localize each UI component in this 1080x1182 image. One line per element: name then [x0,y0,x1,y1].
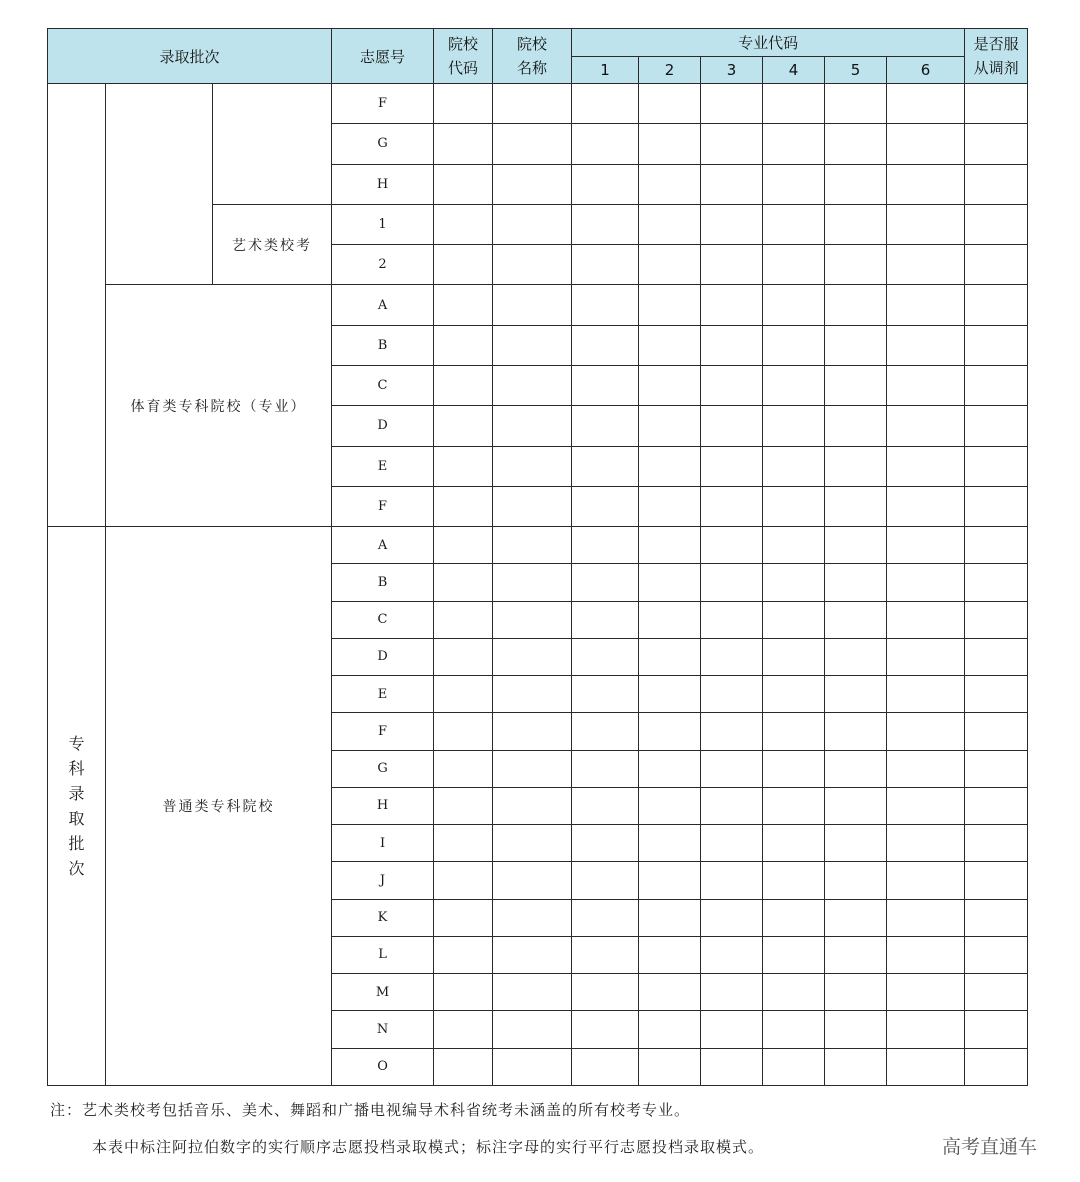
major-code-input-1[interactable] [572,527,639,564]
school-code-input[interactable] [434,285,493,325]
major-code-input-6[interactable] [887,787,965,824]
major-code-input-6[interactable] [887,285,965,325]
school-code-input[interactable] [434,164,493,204]
major-code-input-5[interactable] [825,406,887,446]
wish-number: E [332,446,434,486]
major-code-input-1[interactable] [572,204,639,244]
form-body [48,84,1028,1086]
header-wish-no: 志愿号 [332,29,434,84]
major-code-input-2[interactable] [639,787,701,824]
vocational-batch-char: 取 [68,809,85,829]
school-name-input[interactable] [493,406,572,446]
major-code-input-2[interactable] [639,713,701,750]
wish-number: F [332,84,434,124]
major-code-input-2[interactable] [639,527,701,564]
major-code-input-1[interactable] [572,974,639,1011]
vocational-batch-char: 批 [68,834,85,854]
school-code-input[interactable] [434,325,493,365]
major-code-input-4[interactable] [763,676,825,713]
major-code-input-4[interactable] [763,936,825,973]
adjust-input[interactable] [965,446,1028,486]
school-name-input[interactable] [493,564,572,601]
major-code-input-4[interactable] [763,899,825,936]
major-code-input-6[interactable] [887,365,965,405]
form-row [48,285,1028,325]
school-name-input[interactable] [493,1011,572,1048]
major-code-input-6[interactable] [887,325,965,365]
school-code-input[interactable] [434,862,493,899]
major-code-input-6[interactable] [887,164,965,204]
school-code-input[interactable] [434,446,493,486]
wish-number: A [332,285,434,325]
school-name-input[interactable] [493,245,572,285]
major-code-input-5[interactable] [825,486,887,526]
major-code-input-3[interactable] [701,1048,763,1085]
adjust-input[interactable] [965,936,1028,973]
wish-number: G [332,750,434,787]
school-code-input[interactable] [434,245,493,285]
adjust-input[interactable] [965,713,1028,750]
major-code-input-2[interactable] [639,676,701,713]
major-code-input-4[interactable] [763,564,825,601]
school-code-input[interactable] [434,787,493,824]
major-code-input-1[interactable] [572,713,639,750]
school-code-input[interactable] [434,486,493,526]
major-code-input-1[interactable] [572,84,639,124]
major-code-input-6[interactable] [887,564,965,601]
school-code-input[interactable] [434,638,493,675]
major-code-input-6[interactable] [887,204,965,244]
art-category-cell [106,84,213,285]
header-school-name [493,29,572,84]
adjust-input[interactable] [965,564,1028,601]
major-code-input-4[interactable] [763,406,825,446]
school-name-input[interactable] [493,446,572,486]
major-code-input-4[interactable] [763,84,825,124]
header-school-code [434,29,493,84]
major-code-input-6[interactable] [887,638,965,675]
school-code-input[interactable] [434,527,493,564]
major-code-input-5[interactable] [825,124,887,164]
major-code-input-1[interactable] [572,285,639,325]
major-code-input-1[interactable] [572,245,639,285]
art-exam-label: 艺术类校考 [213,204,332,285]
major-col-2: 2 [639,57,701,84]
major-code-input-5[interactable] [825,564,887,601]
prior-batch-cell [48,84,106,527]
school-name-input[interactable] [493,638,572,675]
major-code-input-4[interactable] [763,638,825,675]
major-col-5: 5 [825,57,887,84]
major-code-input-2[interactable] [639,446,701,486]
major-code-input-4[interactable] [763,750,825,787]
wish-number: G [332,124,434,164]
major-code-input-2[interactable] [639,486,701,526]
major-code-input-2[interactable] [639,406,701,446]
major-code-input-1[interactable] [572,406,639,446]
major-code-input-1[interactable] [572,676,639,713]
major-code-input-3[interactable] [701,564,763,601]
major-code-input-6[interactable] [887,245,965,285]
major-code-input-3[interactable] [701,974,763,1011]
adjust-input[interactable] [965,862,1028,899]
vocational-batch-char: 次 [68,859,85,879]
header-school-code-line1: 院校 [448,35,479,53]
major-code-input-6[interactable] [887,750,965,787]
major-code-input-3[interactable] [701,245,763,285]
school-name-input[interactable] [493,84,572,124]
school-name-input[interactable] [493,713,572,750]
major-code-input-5[interactable] [825,899,887,936]
major-code-input-3[interactable] [701,787,763,824]
major-code-input-6[interactable] [887,1011,965,1048]
major-code-input-5[interactable] [825,527,887,564]
vocational-batch-label [48,527,106,1086]
school-name-input[interactable] [493,486,572,526]
major-code-input-5[interactable] [825,245,887,285]
header-batch: 录取批次 [48,29,332,84]
school-name-input[interactable] [493,750,572,787]
major-code-input-1[interactable] [572,825,639,862]
major-code-input-5[interactable] [825,601,887,638]
major-code-input-4[interactable] [763,527,825,564]
major-code-input-6[interactable] [887,862,965,899]
major-code-input-6[interactable] [887,124,965,164]
major-code-input-6[interactable] [887,446,965,486]
adjust-input[interactable] [965,1011,1028,1048]
general-college-label: 普通类专科院校 [106,527,332,1086]
adjust-input[interactable] [965,285,1028,325]
adjust-input[interactable] [965,899,1028,936]
major-code-input-3[interactable] [701,527,763,564]
wish-number: B [332,564,434,601]
school-code-input[interactable] [434,564,493,601]
wish-number: H [332,787,434,824]
wish-number: D [332,638,434,675]
major-code-input-5[interactable] [825,164,887,204]
adjust-input[interactable] [965,245,1028,285]
wish-number: L [332,936,434,973]
adjust-input[interactable] [965,84,1028,124]
school-name-input[interactable] [493,365,572,405]
school-code-input[interactable] [434,84,493,124]
wish-number: D [332,406,434,446]
footnote-2: 本表中标注阿拉伯数字的实行顺序志愿投档录取模式；标注字母的实行平行志愿投档录取模式。 [92,1138,765,1156]
major-code-input-2[interactable] [639,1011,701,1048]
major-code-input-6[interactable] [887,84,965,124]
major-code-input-4[interactable] [763,1011,825,1048]
major-code-input-5[interactable] [825,84,887,124]
major-code-input-3[interactable] [701,365,763,405]
art-subcategory-cell [213,84,332,205]
major-code-input-5[interactable] [825,713,887,750]
major-col-6: 6 [887,57,965,84]
wish-number: M [332,974,434,1011]
major-code-input-4[interactable] [763,365,825,405]
major-code-input-5[interactable] [825,825,887,862]
major-code-input-4[interactable] [763,245,825,285]
major-code-input-1[interactable] [572,936,639,973]
header-adjust-line2: 从调剂 [973,59,1019,77]
wish-number: H [332,164,434,204]
major-code-input-5[interactable] [825,676,887,713]
school-name-input[interactable] [493,974,572,1011]
major-code-input-1[interactable] [572,1011,639,1048]
major-code-input-3[interactable] [701,204,763,244]
major-code-input-1[interactable] [572,787,639,824]
major-code-input-3[interactable] [701,601,763,638]
wish-number: 2 [332,245,434,285]
major-code-input-6[interactable] [887,936,965,973]
major-code-input-2[interactable] [639,285,701,325]
major-code-input-3[interactable] [701,285,763,325]
wish-number: E [332,676,434,713]
school-code-input[interactable] [434,899,493,936]
adjust-input[interactable] [965,601,1028,638]
major-code-input-5[interactable] [825,750,887,787]
major-code-input-5[interactable] [825,204,887,244]
major-code-input-1[interactable] [572,862,639,899]
wish-number: C [332,601,434,638]
major-code-input-3[interactable] [701,486,763,526]
school-name-input[interactable] [493,1048,572,1085]
major-code-input-3[interactable] [701,124,763,164]
header-school-name-line1: 院校 [517,35,548,53]
major-code-input-5[interactable] [825,1048,887,1085]
major-code-input-2[interactable] [639,750,701,787]
major-code-input-3[interactable] [701,638,763,675]
school-name-input[interactable] [493,787,572,824]
adjust-input[interactable] [965,1048,1028,1085]
school-code-input[interactable] [434,1048,493,1085]
major-code-input-3[interactable] [701,164,763,204]
header-school-code-line2: 代码 [448,59,479,77]
major-code-input-4[interactable] [763,486,825,526]
wish-number: K [332,899,434,936]
adjust-input[interactable] [965,325,1028,365]
adjust-input[interactable] [965,527,1028,564]
major-code-input-6[interactable] [887,899,965,936]
wish-number: A [332,527,434,564]
sports-college-label: 体育类专科院校（专业） [106,285,332,527]
major-code-input-5[interactable] [825,285,887,325]
wish-number: 1 [332,204,434,244]
major-code-input-6[interactable] [887,676,965,713]
major-code-input-5[interactable] [825,1011,887,1048]
major-code-input-2[interactable] [639,245,701,285]
major-code-input-1[interactable] [572,124,639,164]
major-code-input-4[interactable] [763,787,825,824]
school-name-input[interactable] [493,527,572,564]
adjust-input[interactable] [965,164,1028,204]
header-school-name-line2: 名称 [517,59,548,77]
major-code-input-2[interactable] [639,862,701,899]
major-code-input-4[interactable] [763,285,825,325]
major-code-input-3[interactable] [701,1011,763,1048]
major-code-input-1[interactable] [572,601,639,638]
major-code-input-3[interactable] [701,446,763,486]
major-code-input-6[interactable] [887,1048,965,1085]
wish-number: F [332,713,434,750]
major-code-input-1[interactable] [572,638,639,675]
major-code-input-3[interactable] [701,713,763,750]
major-code-input-4[interactable] [763,164,825,204]
school-name-input[interactable] [493,204,572,244]
vocational-batch-char: 录 [68,784,85,804]
major-code-input-6[interactable] [887,825,965,862]
major-code-input-4[interactable] [763,713,825,750]
school-name-input[interactable] [493,325,572,365]
school-code-input[interactable] [434,713,493,750]
major-code-input-4[interactable] [763,1048,825,1085]
major-code-input-5[interactable] [825,862,887,899]
volunteer-form-table [47,28,1028,1086]
major-code-input-5[interactable] [825,365,887,405]
major-code-input-2[interactable] [639,325,701,365]
major-code-input-3[interactable] [701,825,763,862]
major-col-1: 1 [572,57,639,84]
major-code-input-3[interactable] [701,406,763,446]
wish-number: O [332,1048,434,1085]
school-code-input[interactable] [434,601,493,638]
major-code-input-4[interactable] [763,862,825,899]
school-code-input[interactable] [434,825,493,862]
major-code-input-6[interactable] [887,527,965,564]
school-code-input[interactable] [434,936,493,973]
major-code-input-4[interactable] [763,124,825,164]
school-name-input[interactable] [493,936,572,973]
major-code-input-1[interactable] [572,564,639,601]
major-code-input-4[interactable] [763,974,825,1011]
major-code-input-2[interactable] [639,564,701,601]
major-code-input-1[interactable] [572,899,639,936]
footnote-1: 注：艺术类校考包括音乐、美术、舞蹈和广播电视编导术科省统考未涵盖的所有校考专业。 [50,1101,691,1119]
school-code-input[interactable] [434,204,493,244]
school-name-input[interactable] [493,862,572,899]
major-code-input-1[interactable] [572,446,639,486]
school-code-input[interactable] [434,1011,493,1048]
major-code-input-4[interactable] [763,325,825,365]
watermark: 高考直通车 [942,1136,1038,1158]
major-code-input-2[interactable] [639,936,701,973]
vocational-batch-char: 专 [68,734,85,754]
major-code-input-1[interactable] [572,164,639,204]
major-code-input-2[interactable] [639,899,701,936]
major-code-input-5[interactable] [825,446,887,486]
adjust-input[interactable] [965,825,1028,862]
major-code-input-2[interactable] [639,204,701,244]
major-code-input-3[interactable] [701,750,763,787]
wish-number: N [332,1011,434,1048]
major-code-input-2[interactable] [639,638,701,675]
major-code-input-3[interactable] [701,84,763,124]
major-code-input-3[interactable] [701,862,763,899]
school-name-input[interactable] [493,899,572,936]
major-code-input-4[interactable] [763,601,825,638]
adjust-input[interactable] [965,676,1028,713]
major-code-input-3[interactable] [701,676,763,713]
major-code-input-2[interactable] [639,601,701,638]
school-code-input[interactable] [434,406,493,446]
school-code-input[interactable] [434,124,493,164]
header-adjust [965,29,1028,84]
wish-number: F [332,486,434,526]
major-code-input-6[interactable] [887,713,965,750]
school-name-input[interactable] [493,124,572,164]
vocational-batch-char: 科 [68,759,85,779]
form-row [48,527,1028,564]
major-code-input-1[interactable] [572,750,639,787]
school-name-input[interactable] [493,285,572,325]
school-code-input[interactable] [434,676,493,713]
adjust-input[interactable] [965,204,1028,244]
major-code-input-5[interactable] [825,638,887,675]
major-code-input-1[interactable] [572,365,639,405]
major-code-input-5[interactable] [825,936,887,973]
adjust-input[interactable] [965,365,1028,405]
major-col-4: 4 [763,57,825,84]
school-code-input[interactable] [434,750,493,787]
major-code-input-6[interactable] [887,974,965,1011]
school-code-input[interactable] [434,365,493,405]
major-code-input-2[interactable] [639,825,701,862]
major-code-input-2[interactable] [639,974,701,1011]
adjust-input[interactable] [965,486,1028,526]
adjust-input[interactable] [965,974,1028,1011]
header-adjust-line1: 是否服 [973,35,1019,53]
major-code-input-5[interactable] [825,787,887,824]
major-code-input-1[interactable] [572,486,639,526]
major-code-input-3[interactable] [701,325,763,365]
wish-number: B [332,325,434,365]
major-code-input-5[interactable] [825,325,887,365]
major-code-input-2[interactable] [639,1048,701,1085]
adjust-input[interactable] [965,750,1028,787]
wish-number: I [332,825,434,862]
major-code-input-4[interactable] [763,446,825,486]
major-col-3: 3 [701,57,763,84]
major-code-input-2[interactable] [639,365,701,405]
major-code-input-3[interactable] [701,899,763,936]
major-code-input-1[interactable] [572,1048,639,1085]
major-code-input-2[interactable] [639,124,701,164]
school-name-input[interactable] [493,676,572,713]
adjust-input[interactable] [965,406,1028,446]
school-code-input[interactable] [434,974,493,1011]
major-code-input-6[interactable] [887,601,965,638]
major-code-input-2[interactable] [639,164,701,204]
major-code-input-3[interactable] [701,936,763,973]
header-major-code: 专业代码 [572,29,965,57]
adjust-input[interactable] [965,124,1028,164]
major-code-input-2[interactable] [639,84,701,124]
major-code-input-4[interactable] [763,204,825,244]
wish-number: C [332,365,434,405]
major-code-input-5[interactable] [825,974,887,1011]
school-name-input[interactable] [493,825,572,862]
wish-number: J [332,862,434,899]
school-name-input[interactable] [493,164,572,204]
major-code-input-4[interactable] [763,825,825,862]
major-code-input-6[interactable] [887,406,965,446]
major-code-input-1[interactable] [572,325,639,365]
major-code-input-6[interactable] [887,486,965,526]
adjust-input[interactable] [965,638,1028,675]
form-row [48,84,1028,124]
school-name-input[interactable] [493,601,572,638]
adjust-input[interactable] [965,787,1028,824]
